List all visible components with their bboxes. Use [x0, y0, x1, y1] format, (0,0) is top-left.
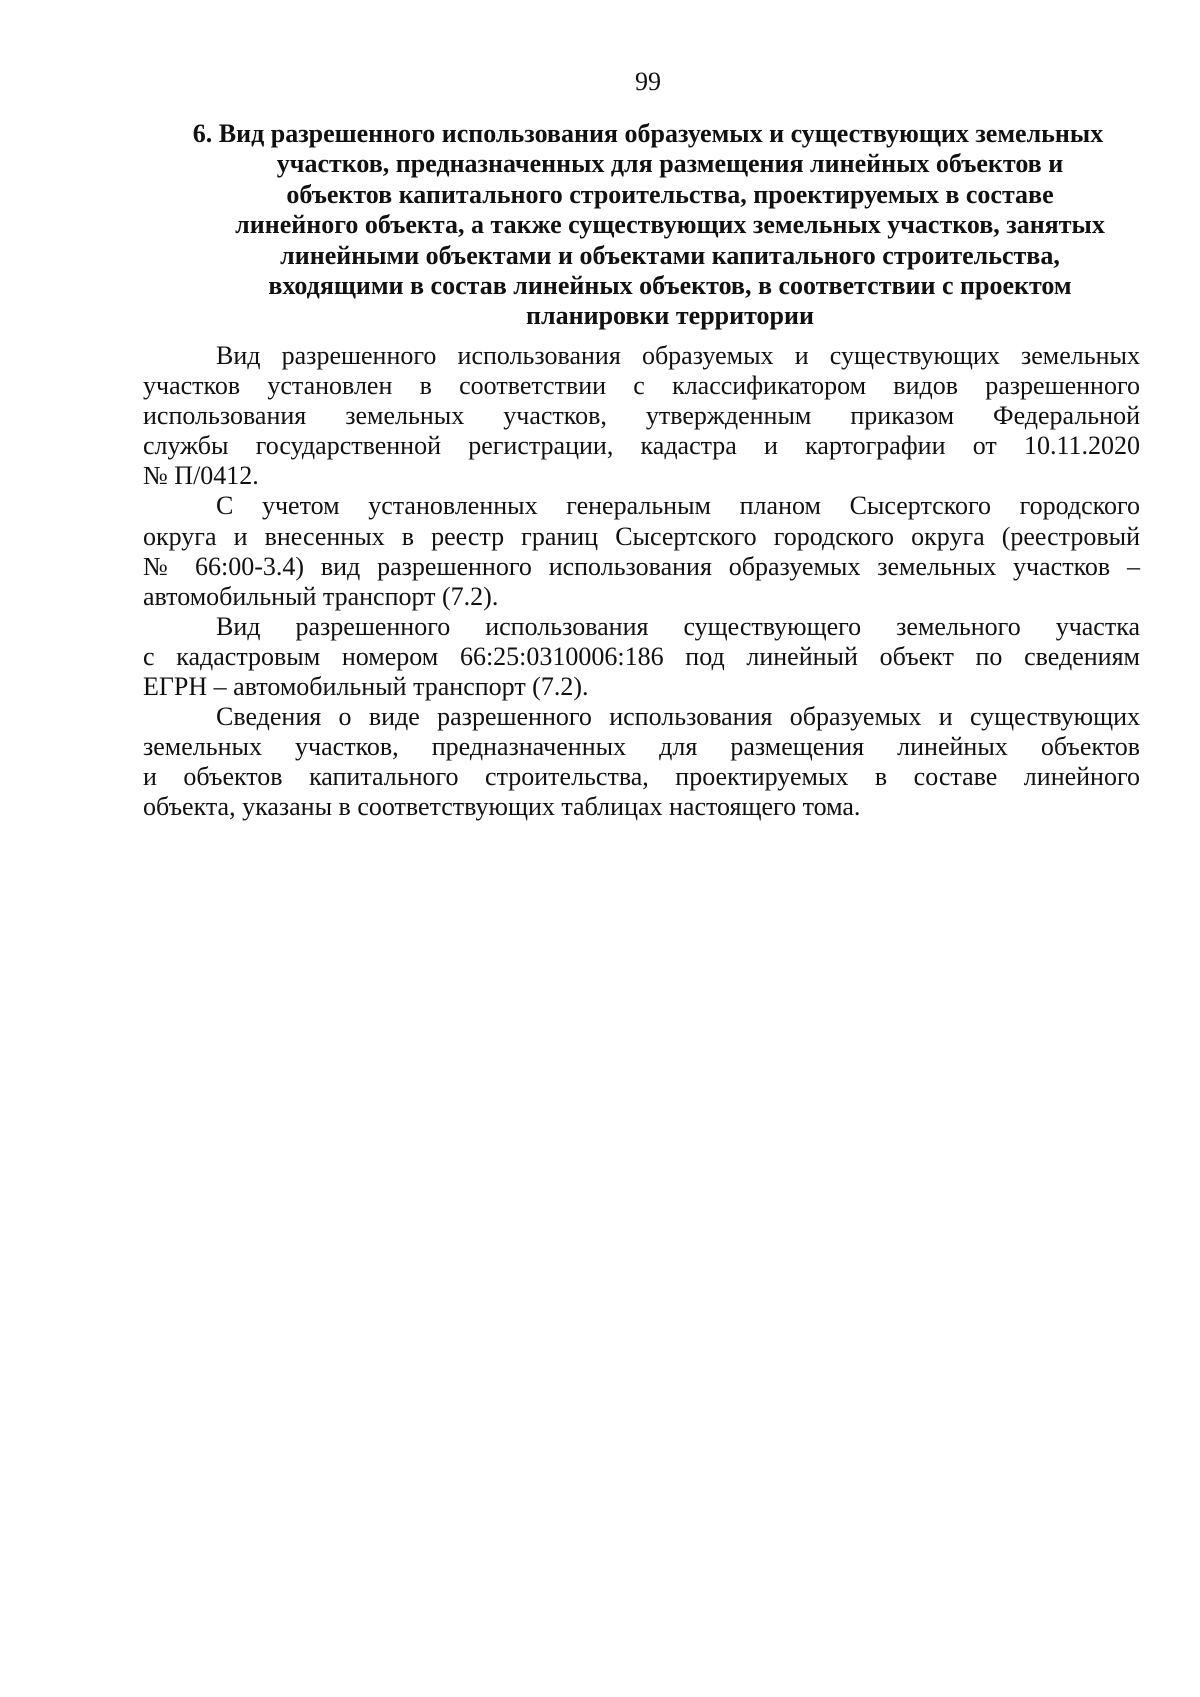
heading-line: участков, предназначенных для размещения линейных объектов и [276, 149, 1064, 179]
text-line: Вид разрешенного использования существующего земельного участка [216, 611, 1140, 641]
text-line: земельных участков, предназначенных для размещения линейных объектов [143, 732, 1140, 762]
text-line: участков установлен в соответствии с классификатором видов разрешенного [143, 371, 1140, 401]
text-line: службы государственной регистрации, кадастра и картографии от 10.11.2020 [143, 431, 1140, 461]
text-line: Вид разрешенного использования образуемых и существующих земельных [216, 341, 1140, 370]
text-line: с кадастровым номером 66:25:0310006:186 под линейный объект по сведениям [143, 641, 1140, 671]
text-line: Сведения о виде разрешенного использования образуемых и существующих [216, 702, 1140, 732]
body-text [143, 341, 1140, 823]
text-line: автомобильный транспорт (7.2). [143, 581, 499, 611]
heading-line: объектов капитального строительства, проектируемых в составе [286, 179, 1054, 209]
text-line: ЕГРН – автомобильный транспорт (7.2). [143, 672, 589, 702]
text-line: и объектов капитального строительства, проектируемых в составе линейного [143, 762, 1140, 792]
heading-line: линейными объектами и объектами капитального строительства, [280, 240, 1060, 270]
text-line: объекта, указаны в соответствующих таблицах настоящего тома. [143, 792, 861, 822]
page-number: 99 [635, 67, 661, 96]
text-line: С учетом установленных генеральным планом Сысертского городского [216, 491, 1140, 521]
text-line: использования земельных участков, утвержденным приказом Федеральной [143, 401, 1140, 431]
heading-line: линейного объекта, а также существующих земельных участков, занятых [235, 210, 1105, 240]
paragraph-4 [143, 702, 1140, 822]
text-line: округа и внесенных в реестр границ Сысертского городского округа (реестровый [143, 521, 1140, 551]
text-line: № П/0412. [143, 461, 259, 491]
paragraph-3 [143, 612, 1140, 702]
text-line: № 66:00-3.4) вид разрешенного использования образуемых земельных участков – [143, 551, 1140, 581]
paragraph-2 [143, 491, 1140, 611]
heading-line: входящими в состав линейных объектов, в соответствии с проектом [268, 270, 1072, 300]
section-heading [143, 119, 1140, 332]
heading-line: планировки территории [526, 301, 814, 331]
paragraph-1 [143, 341, 1140, 491]
heading-line: 6. Вид разрешенного использования образуемых и существующих земельных [192, 119, 1104, 148]
